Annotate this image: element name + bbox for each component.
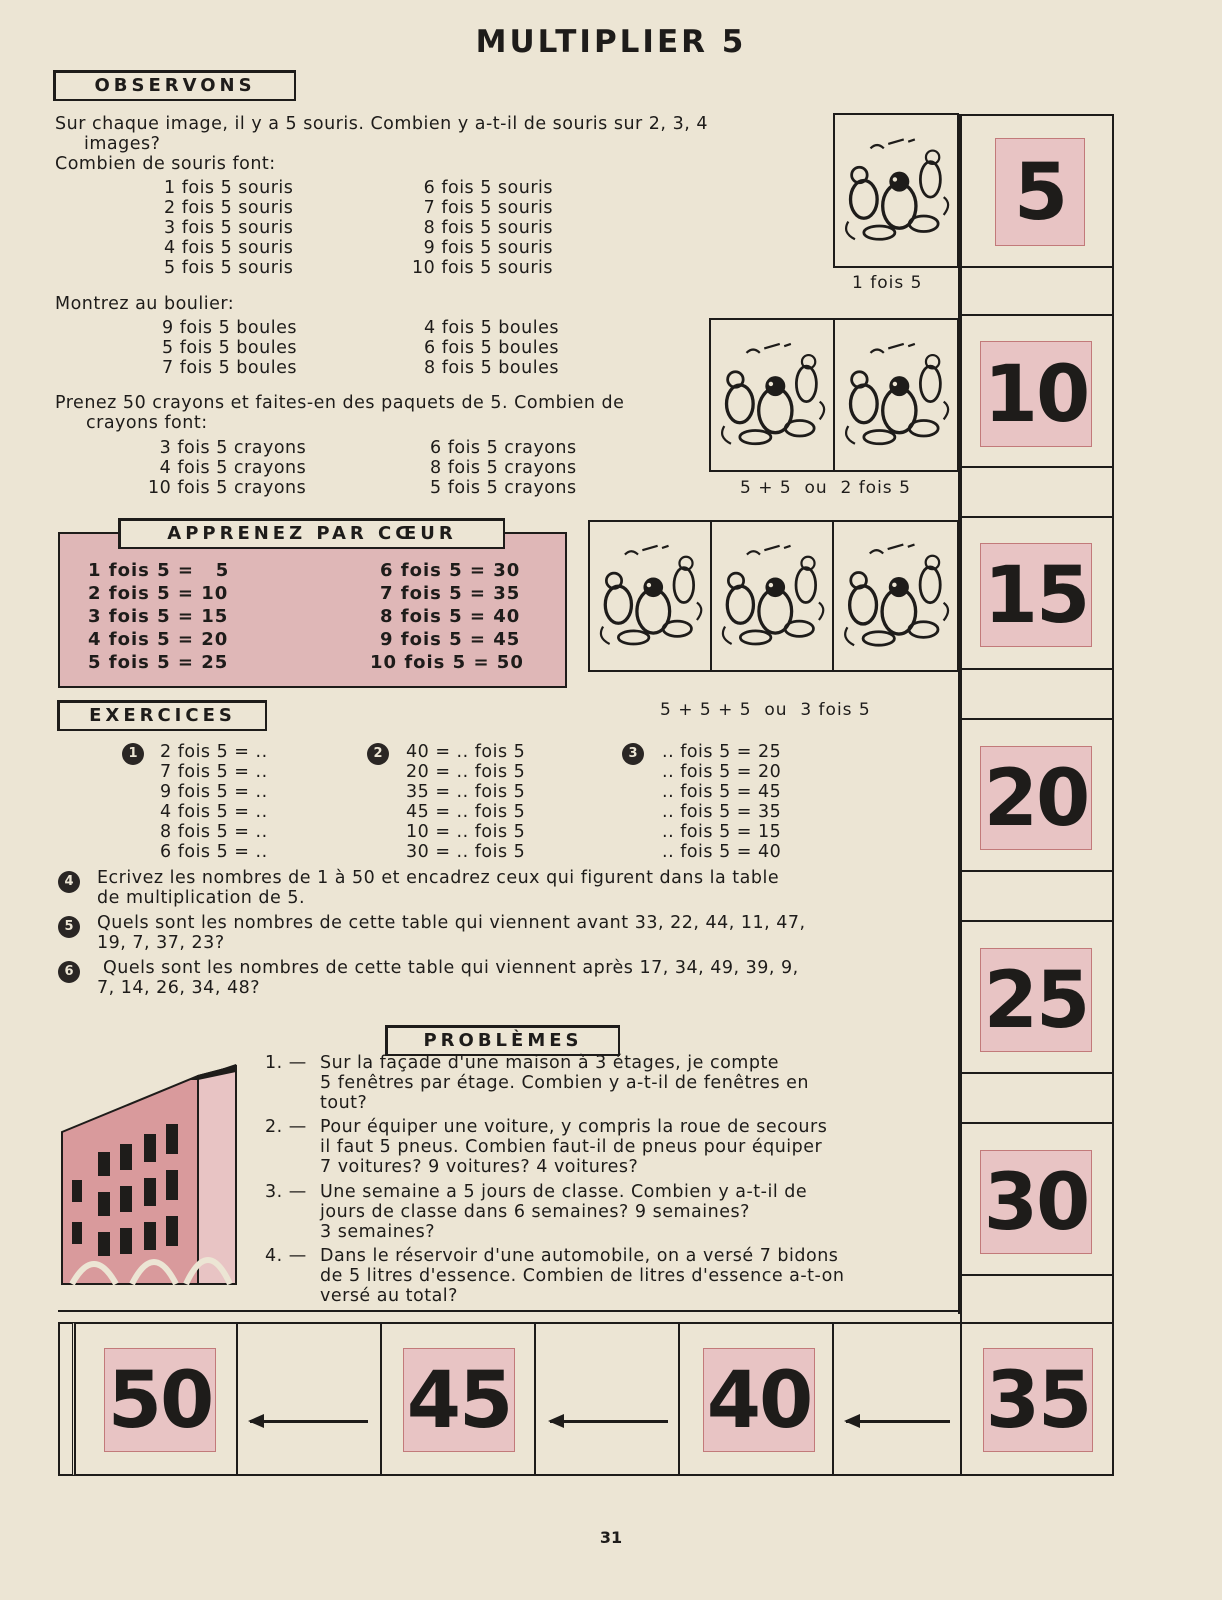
problem-4-text [320,1246,844,1306]
list-item: 6 fois 5 souris [423,178,554,198]
mice-picture [833,113,959,268]
table-row: 5 fois 5 = 25 [88,652,229,673]
list-item: 9 fois 5 = .. [160,782,268,802]
problem-3-text [320,1182,807,1242]
list-item: 9 fois 5 souris [423,238,554,258]
mice-picture [832,520,959,672]
souris-list-left [164,178,293,278]
list-item: 10 = .. fois 5 [406,822,526,842]
exercise-4-line2: de multiplication de 5. [97,888,306,908]
list-item: 2 fois 5 souris [164,198,294,218]
mice-icon [835,115,957,266]
list-item: 45 = .. fois 5 [406,802,526,822]
list-item: 4 fois 5 boules [424,318,559,338]
list-item: 5 fois 5 boules [162,338,297,358]
list-item: 10 fois 5 crayons [148,478,307,498]
problem-line: tout? [320,1093,368,1113]
list-item: 35 = .. fois 5 [406,782,526,802]
problem-2-number: 2. — [265,1117,307,1137]
section-label-problemes: PROBLÈMES [385,1025,620,1056]
list-item: 9 fois 5 boules [162,318,297,338]
list-item: 8 fois 5 crayons [430,458,577,478]
problem-1-text [320,1053,809,1113]
list-item: 30 = .. fois 5 [406,842,526,862]
problem-line: Pour équiper une voiture, y compris la roue de secours [320,1117,828,1137]
path-number: 25 [980,948,1092,1052]
exercise-6-line1: Quels sont les nombres de cette table qui viennent après 17, 34, 49, 39, 9, [103,958,799,978]
boules-list-right [424,318,559,378]
caption-1-fois-5: 1 fois 5 [852,273,923,293]
list-item: 7 fois 5 = .. [160,762,268,782]
exercise-6-line2: 7, 14, 26, 34, 48? [97,978,260,998]
list-item: 4 fois 5 crayons [159,458,307,478]
problem-line: versé au total? [320,1286,458,1306]
path-number: 10 [980,341,1092,447]
list-item: 8 fois 5 = .. [160,822,268,842]
path-cell-spacer [960,668,1114,720]
section-label-exercices: EXERCICES [57,700,267,731]
table-row: 7 fois 5 = 35 [380,583,521,604]
observons-intro-line2: images? [84,134,161,154]
table-row: 3 fois 5 = 15 [88,606,229,627]
problem-line: il faut 5 pneus. Combien faut-il de pneus pour équiper [320,1137,823,1157]
crayons-list-right [430,438,577,498]
crayons-list-left [148,438,306,498]
problem-line: Une semaine a 5 jours de classe. Combien y a-t-il de [320,1182,808,1202]
exercise-5-bullet: 5 [58,915,80,938]
table-row: 4 fois 5 = 20 [88,629,229,650]
mice-icon [590,522,710,670]
boulier-instruction: Montrez au boulier: [55,294,235,314]
list-item: 5 fois 5 souris [164,258,294,278]
problem-line: 5 fenêtres par étage. Combien y a-t-il de fenêtres en [320,1073,810,1093]
path-number: 35 [983,1348,1093,1452]
list-item: .. fois 5 = 45 [662,782,782,802]
list-item: 10 fois 5 souris [412,258,554,278]
list-item: 5 fois 5 crayons [430,478,577,498]
problem-line: Sur la façade d'une maison à 3 étages, je compte [320,1053,780,1073]
mice-icon [835,320,957,470]
problem-3-number: 3. — [265,1182,307,1202]
list-item: 7 fois 5 boules [162,358,297,378]
path-cell-spacer [960,870,1114,922]
table-row: 9 fois 5 = 45 [380,629,521,650]
caption-3-fois-5: 5 + 5 + 5 ou 3 fois 5 [660,700,871,720]
mice-icon [834,522,957,670]
list-item: 40 = .. fois 5 [406,742,526,762]
mice-picture [709,318,835,472]
path-number: 45 [403,1348,515,1452]
list-item: 6 fois 5 crayons [430,438,577,458]
path-cell-spacer [960,1274,1114,1324]
exercise-5-line2: 19, 7, 37, 23? [97,933,225,953]
mice-picture [710,520,834,672]
section-label-apprenez: APPRENEZ PAR CŒUR [118,518,505,549]
path-number: 5 [995,138,1085,246]
list-item: .. fois 5 = 40 [662,842,782,862]
multiplication-table-box [58,532,567,688]
path-inner-border [58,1310,960,1312]
problem-4-number: 4. — [265,1246,307,1266]
list-item: 1 fois 5 souris [164,178,294,198]
arrow-left-icon [550,1420,668,1423]
observons-intro-line1: Sur chaque image, il y a 5 souris. Combien y a-t-il de souris sur 2, 3, 4 [55,114,708,134]
list-item: 6 fois 5 = .. [160,842,268,862]
path-cell-spacer [832,1322,962,1476]
list-item: 4 fois 5 = .. [160,802,268,822]
problem-line: 3 semaines? [320,1222,435,1242]
exercise-1-bullet: 1 [122,742,144,765]
path-number: 30 [980,1150,1092,1254]
exercise-2-list [406,742,525,862]
exercise-5-line1: Quels sont les nombres de cette table qui viennent avant 33, 22, 44, 11, 47, [97,913,806,933]
exercise-3-list [662,742,781,862]
list-item: 8 fois 5 boules [424,358,559,378]
page-title: MULTIPLIER 5 [475,24,747,60]
boules-list-left [162,318,297,378]
caption-2-fois-5: 5 + 5 ou 2 fois 5 [740,478,911,498]
exercise-4-bullet: 4 [58,870,80,893]
building-icon [58,1062,248,1290]
table-row: 8 fois 5 = 40 [380,606,521,627]
page-number: 31 [599,1528,623,1547]
path-number: 40 [703,1348,815,1452]
mice-picture [588,520,712,672]
table-row: 10 fois 5 = 50 [370,652,524,673]
crayons-line1: Prenez 50 crayons et faites-en des paquets de 5. Combien de [55,393,625,413]
list-item: 7 fois 5 souris [423,198,554,218]
arrow-left-icon [250,1420,368,1423]
problem-line: de 5 litres d'essence. Combien de litres d'essence a-t-on [320,1266,845,1286]
problem-line: Dans le réservoir d'une automobile, on a versé 7 bidons [320,1246,839,1266]
exercise-4-line1: Ecrivez les nombres de 1 à 50 et encadrez ceux qui figurent dans la table [97,868,780,888]
table-row: 2 fois 5 = 10 [88,583,229,604]
path-number: 15 [980,543,1092,647]
table-row: 6 fois 5 = 30 [380,560,521,581]
list-item: 4 fois 5 souris [164,238,294,258]
path-cell-spacer [960,266,1114,316]
list-item: 6 fois 5 boules [424,338,559,358]
souris-list-right [412,178,553,278]
list-item: 3 fois 5 souris [164,218,294,238]
exercise-1-list [160,742,268,862]
problem-line: jours de classe dans 6 semaines? 9 semaines? [320,1202,750,1222]
problem-1-number: 1. — [265,1053,307,1073]
exercise-6-bullet: 6 [58,960,80,983]
path-number: 20 [980,746,1092,850]
list-item: 8 fois 5 souris [423,218,554,238]
list-item: .. fois 5 = 25 [662,742,782,762]
mice-icon [712,522,832,670]
mice-icon [711,320,833,470]
problem-2-text [320,1117,827,1177]
problem-line: 7 voitures? 9 voitures? 4 voitures? [320,1157,639,1177]
section-label-observons: OBSERVONS [53,70,296,101]
exercise-3-bullet: 3 [622,742,644,765]
arrow-left-icon [846,1420,950,1423]
list-item: .. fois 5 = 15 [662,822,782,842]
path-cell-spacer [960,1072,1114,1124]
table-row: 1 fois 5 = 5 [88,560,230,581]
path-cell-spacer [534,1322,680,1476]
path-number: 50 [104,1348,216,1452]
list-item: 20 = .. fois 5 [406,762,526,782]
list-item: 2 fois 5 = .. [160,742,268,762]
observons-question: Combien de souris font: [55,154,276,174]
exercise-2-bullet: 2 [367,742,389,765]
crayons-line2: crayons font: [86,413,208,433]
path-cell-spacer [960,466,1114,518]
path-cell-spacer [236,1322,382,1476]
list-item: .. fois 5 = 20 [662,762,782,782]
mice-picture [833,318,959,472]
list-item: 3 fois 5 crayons [159,438,307,458]
list-item: .. fois 5 = 35 [662,802,782,822]
